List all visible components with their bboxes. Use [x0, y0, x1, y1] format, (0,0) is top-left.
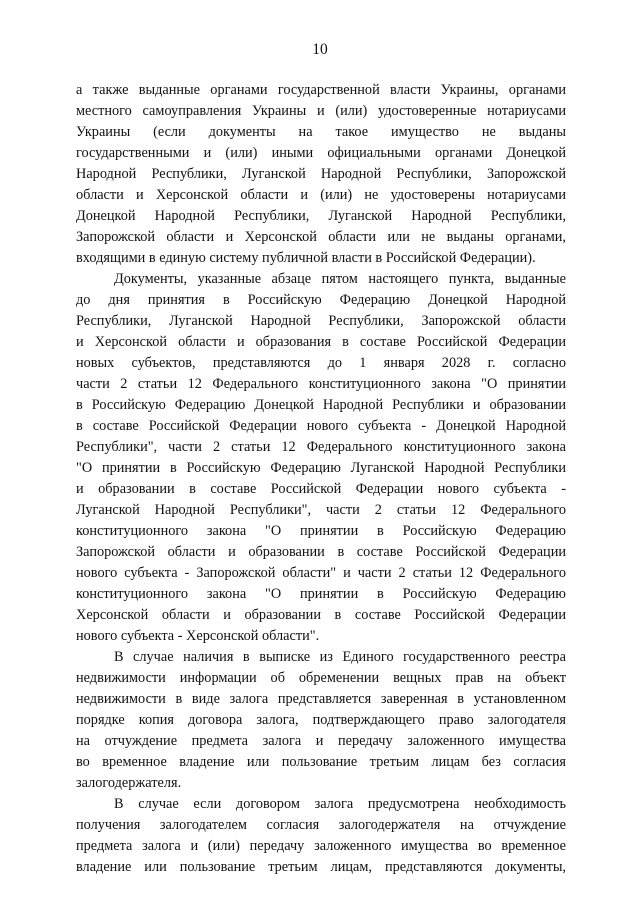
text-line: и образовании в составе Российской Федерации нового субъекта - — [76, 481, 566, 497]
text-line: Луганской Народной Республики", части 2 статьи 12 Федерального — [76, 502, 566, 518]
text-line: получения залогодателем согласия залогодержателя на отчуждение — [76, 817, 566, 833]
text-line: и Херсонской области и образования в составе Российской Федерации — [76, 334, 566, 350]
paragraph — [76, 80, 566, 269]
text-line: нового субъекта - Херсонской области". — [76, 628, 320, 644]
paragraph — [76, 794, 566, 878]
text-line: Республики", части 2 статьи 12 Федерального конституционного закона — [76, 439, 566, 455]
text-line: недвижимости в виде залога представляется заверенная в установленном — [76, 691, 566, 707]
text-line: государственными и (или) иными официальными органами Донецкой — [76, 145, 566, 161]
text-line: в Российскую Федерацию Донецкой Народной Республики и образовании — [76, 397, 566, 413]
text-line: Херсонской области и образовании в составе Российской Федерации — [76, 607, 566, 623]
text-line: области и Херсонской области и (или) не удостоверены нотариусами — [76, 187, 566, 203]
text-line: Украины (если документы на такое имущество не выданы — [76, 124, 566, 140]
page-number: 10 — [312, 41, 328, 58]
text-line: Запорожской области и Херсонской области или не выданы органами, — [76, 229, 566, 245]
text-line: в составе Российской Федерации нового субъекта - Донецкой Народной — [76, 418, 566, 434]
text-line: конституционного закона "О принятии в Российскую Федерацию — [76, 586, 566, 602]
text-line: местного самоуправления Украины и (или) удостоверенные нотариусами — [76, 103, 566, 119]
text-line: новых субъектов, представляются до 1 января 2028 г. согласно — [76, 355, 566, 371]
text-line: Республики, Луганской Народной Республики, Запорожской области — [76, 313, 566, 329]
text-line: В случае наличия в выписке из Единого государственного реестра — [114, 649, 566, 665]
text-line: части 2 статьи 12 Федерального конституционного закона "О принятии — [76, 376, 566, 392]
paragraph — [76, 647, 566, 794]
text-line: а также выданные органами государственной власти Украины, органами — [76, 82, 566, 98]
document-body — [76, 80, 566, 878]
text-line: входящими в единую систему публичной власти в Российской Федерации). — [76, 250, 536, 266]
paragraph — [76, 269, 566, 647]
text-line: порядке копия договора залога, подтверждающего право залогодателя — [76, 712, 566, 728]
text-line: владение или пользование третьим лицам, представляются документы, — [76, 859, 566, 875]
text-line: Запорожской области и образовании в составе Российской Федерации — [76, 544, 566, 560]
text-line: недвижимости информации об обременении вещных прав на объект — [76, 670, 566, 686]
text-line: во временное владение или пользование третьим лицам без согласия — [76, 754, 566, 770]
text-line: Донецкой Народной Республики, Луганской Народной Республики, — [76, 208, 566, 224]
text-line: Документы, указанные абзаце пятом настоящего пункта, выданные — [114, 271, 566, 287]
text-line: предмета залога и (или) передачу заложенного имущества во временное — [76, 838, 566, 854]
text-line: на отчуждение предмета залога и передачу заложенного имущества — [76, 733, 566, 749]
text-line: "О принятии в Российскую Федерацию Луганской Народной Республики — [76, 460, 566, 476]
text-line: нового субъекта - Запорожской области" и части 2 статьи 12 Федерального — [76, 565, 566, 581]
text-line: конституционного закона "О принятии в Российскую Федерацию — [76, 523, 566, 539]
text-line: до дня принятия в Российскую Федерацию Донецкой Народной — [76, 292, 566, 308]
text-line: В случае если договором залога предусмотрена необходимость — [114, 796, 566, 812]
text-line: Народной Республики, Луганской Народной Республики, Запорожской — [76, 166, 566, 182]
text-line: залогодержателя. — [76, 775, 182, 791]
